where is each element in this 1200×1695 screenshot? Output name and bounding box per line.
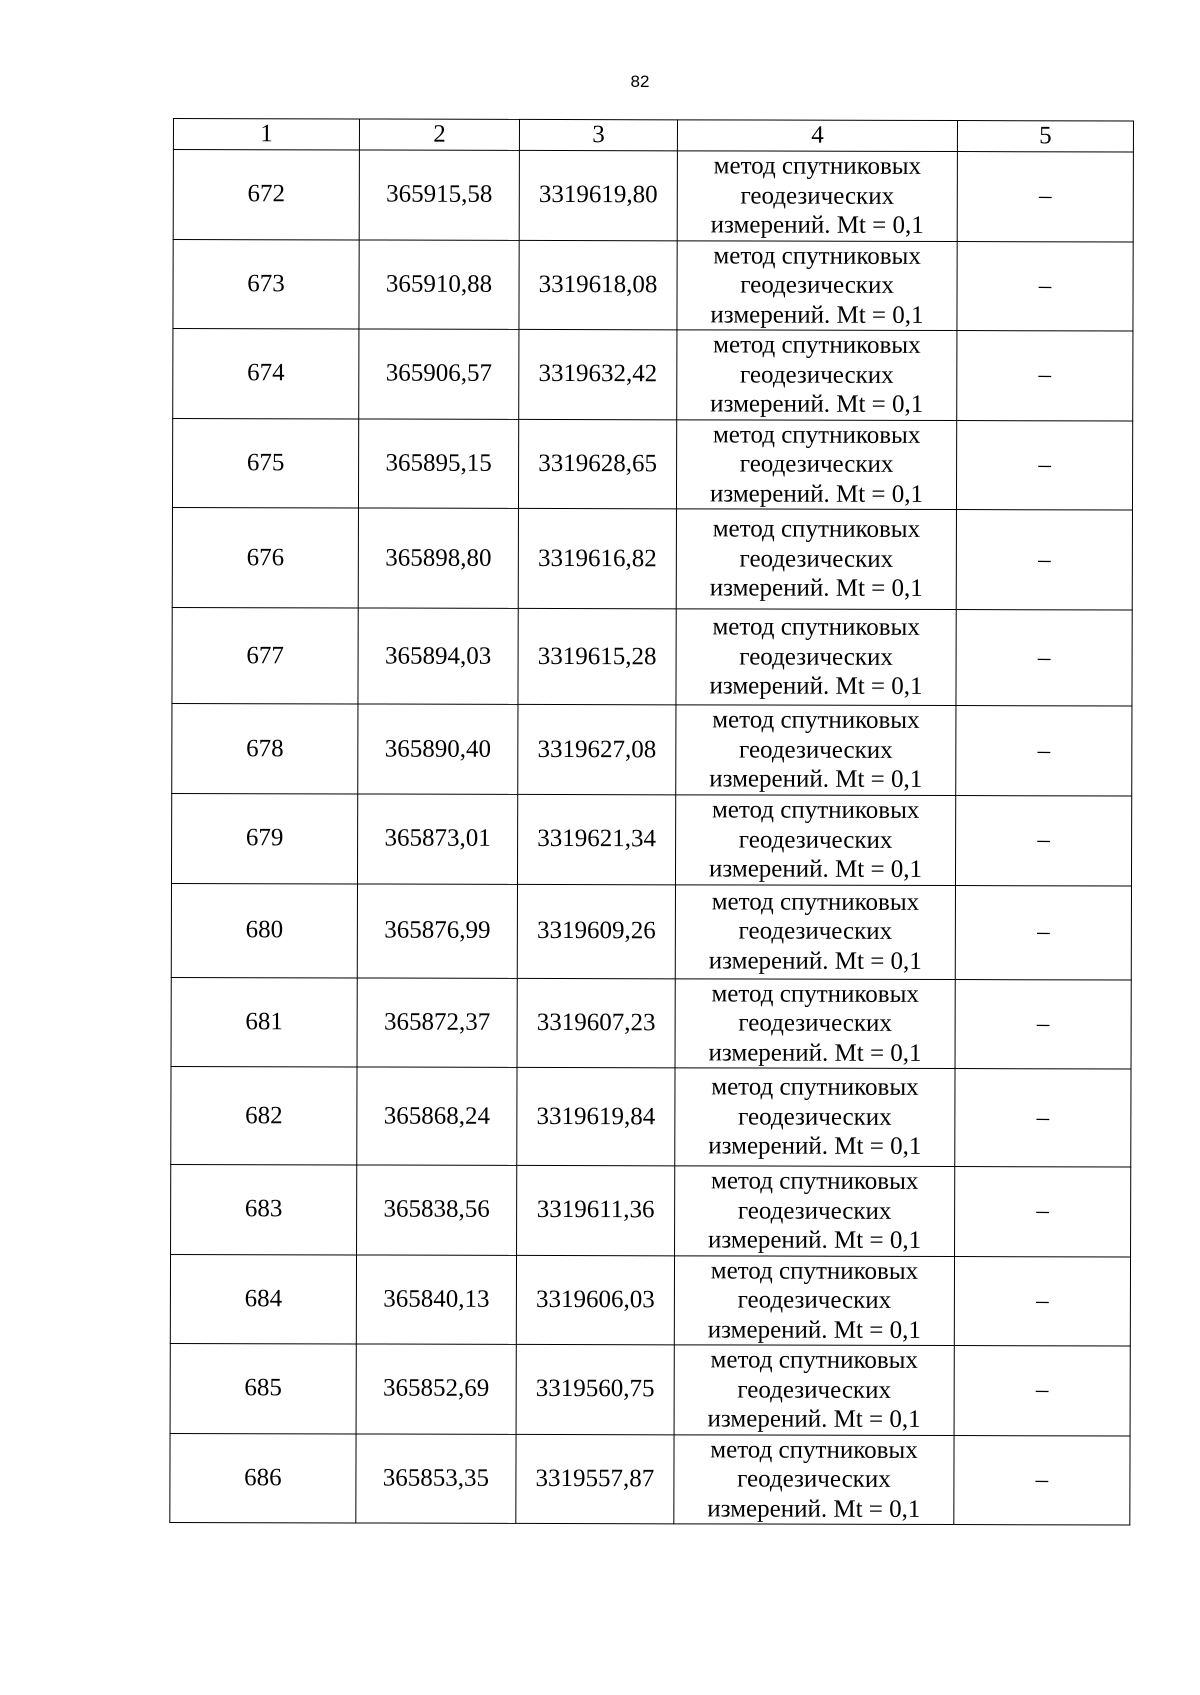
method-line: геодезических — [739, 545, 894, 573]
method-cell — [677, 330, 957, 420]
y-coordinate-cell: 3319607,23 — [517, 978, 675, 1068]
x-coordinate-cell: 365894,03 — [358, 608, 518, 704]
table-row — [173, 239, 1133, 331]
y-coordinate-cell: 3319618,08 — [519, 240, 677, 330]
method-cell — [676, 609, 956, 706]
point-number-cell: 685 — [170, 1343, 356, 1433]
note-cell: – — [957, 241, 1133, 331]
method-line: измерений. Mt = 0,1 — [709, 765, 923, 794]
note-cell: – — [954, 1256, 1130, 1346]
method-line: геодезических — [739, 736, 893, 764]
note-cell: – — [956, 706, 1132, 796]
point-number-cell: 681 — [171, 977, 357, 1067]
point-number-cell: 684 — [170, 1254, 356, 1344]
method-cell — [675, 884, 955, 979]
note-cell: – — [954, 1346, 1130, 1436]
y-coordinate-cell: 3319627,08 — [518, 704, 676, 794]
table-row — [173, 150, 1133, 242]
x-coordinate-cell: 365910,88 — [359, 239, 519, 329]
note-cell: – — [956, 610, 1132, 706]
column-header-3: 3 — [519, 119, 677, 150]
table-row — [170, 1254, 1130, 1346]
y-coordinate-cell: 3319606,03 — [516, 1255, 674, 1345]
point-number-cell: 677 — [172, 607, 358, 703]
method-line: геодезических — [737, 1375, 892, 1404]
method-cell — [676, 705, 956, 796]
y-coordinate-cell: 3319619,84 — [517, 1067, 675, 1165]
table-row — [170, 1343, 1130, 1435]
method-line: измерений. Mt = 0,1 — [709, 479, 924, 508]
method-line: метод спутниковых — [713, 241, 921, 270]
y-coordinate-cell: 3319560,75 — [516, 1344, 674, 1434]
method-line: измерений. Mt = 0,1 — [708, 1132, 922, 1161]
method-cell — [676, 509, 956, 610]
method-line: геодезических — [738, 825, 893, 854]
method-line: метод спутниковых — [713, 331, 921, 359]
method-cell — [675, 1166, 955, 1256]
point-number-cell: 682 — [171, 1066, 357, 1164]
table-row — [171, 977, 1131, 1069]
method-line: измерений. Mt = 0,1 — [707, 1315, 921, 1344]
method-line: геодезических — [738, 1103, 892, 1131]
note-cell: – — [957, 331, 1133, 421]
method-line: метод спутниковых — [712, 420, 921, 449]
column-header-4: 4 — [677, 120, 957, 152]
method-line: метод спутниковых — [711, 796, 920, 824]
method-line: метод спутниковых — [710, 1346, 918, 1374]
method-line: измерений. Mt = 0,1 — [708, 1038, 922, 1067]
x-coordinate-cell: 365868,24 — [357, 1067, 517, 1165]
y-coordinate-cell: 3319557,87 — [516, 1434, 674, 1524]
note-cell: – — [957, 152, 1133, 242]
table-row — [170, 1433, 1130, 1525]
table-row — [171, 1066, 1131, 1167]
table-body — [170, 150, 1134, 1526]
method-cell — [677, 151, 957, 241]
y-coordinate-cell: 3319632,42 — [519, 329, 677, 419]
table-row — [171, 793, 1131, 885]
method-line: измерений. Mt = 0,1 — [710, 300, 924, 329]
note-cell: – — [955, 979, 1131, 1069]
method-line: метод спутниковых — [712, 515, 921, 544]
note-cell: – — [955, 796, 1131, 886]
table-header-row — [173, 119, 1133, 153]
y-coordinate-cell: 3319616,82 — [518, 508, 676, 608]
note-cell: – — [955, 1069, 1131, 1167]
method-line: измерений. Mt = 0,1 — [709, 672, 923, 701]
method-line: геодезических — [739, 450, 894, 478]
note-cell: – — [954, 1435, 1130, 1525]
y-coordinate-cell: 3319628,65 — [518, 419, 676, 509]
method-line: геодезических — [740, 271, 894, 299]
method-cell — [674, 1434, 954, 1524]
x-coordinate-cell: 365890,40 — [358, 704, 518, 794]
table-row — [172, 507, 1132, 610]
point-number-cell: 674 — [173, 329, 359, 419]
method-line: измерений. Mt = 0,1 — [707, 1494, 921, 1523]
method-line: измерений. Mt = 0,1 — [707, 1226, 922, 1254]
method-cell — [675, 1068, 955, 1167]
y-coordinate-cell: 3319611,36 — [517, 1165, 675, 1255]
method-line: геодезических — [740, 181, 895, 210]
method-line: метод спутниковых — [713, 152, 922, 180]
x-coordinate-cell: 365876,99 — [357, 883, 517, 977]
method-line: геодезических — [738, 917, 893, 946]
method-cell — [675, 978, 955, 1068]
point-number-cell: 686 — [170, 1433, 356, 1523]
method-line: геодезических — [737, 1465, 891, 1493]
method-line: геодезических — [739, 360, 894, 389]
x-coordinate-cell: 365873,01 — [357, 794, 517, 884]
table-row — [171, 883, 1131, 980]
table-row — [173, 329, 1133, 421]
method-line: измерений. Mt = 0,1 — [710, 390, 924, 418]
x-coordinate-cell: 365840,13 — [356, 1254, 516, 1344]
method-line: метод спутниковых — [711, 979, 919, 1008]
method-line: измерений. Mt = 0,1 — [708, 855, 923, 883]
method-line: метод спутниковых — [711, 1073, 919, 1102]
method-line: метод спутниковых — [710, 1167, 919, 1195]
method-line: геодезических — [737, 1286, 892, 1314]
note-cell: – — [956, 510, 1132, 610]
x-coordinate-cell: 365898,80 — [358, 508, 518, 608]
y-coordinate-cell: 3319619,80 — [519, 150, 677, 240]
point-number-cell: 672 — [173, 150, 359, 240]
method-line: измерений. Mt = 0,1 — [708, 947, 922, 975]
table-row — [172, 418, 1132, 510]
column-header-1: 1 — [173, 119, 359, 150]
method-line: измерений. Mt = 0,1 — [709, 574, 923, 603]
point-number-cell: 680 — [171, 883, 357, 977]
method-cell — [677, 240, 957, 330]
point-number-cell: 678 — [172, 703, 358, 793]
note-cell: – — [955, 1167, 1131, 1257]
method-line: геодезических — [738, 1009, 892, 1037]
table-row — [172, 703, 1132, 796]
coordinates-table-container — [169, 118, 1133, 1526]
coordinates-table — [169, 118, 1134, 1526]
point-number-cell: 679 — [171, 793, 357, 883]
y-coordinate-cell: 3319609,26 — [517, 884, 675, 978]
method-line: геодезических — [739, 643, 893, 671]
x-coordinate-cell: 365853,35 — [356, 1433, 516, 1523]
method-line: метод спутниковых — [710, 1435, 918, 1464]
x-coordinate-cell: 365915,58 — [359, 150, 519, 240]
y-coordinate-cell: 3319615,28 — [518, 608, 676, 704]
x-coordinate-cell: 365852,69 — [356, 1344, 516, 1434]
method-cell — [675, 795, 955, 885]
y-coordinate-cell: 3319621,34 — [517, 794, 675, 884]
table-row — [171, 1164, 1131, 1256]
point-number-cell: 673 — [173, 239, 359, 329]
point-number-cell: 676 — [172, 507, 358, 607]
table-row — [172, 607, 1132, 706]
method-cell — [676, 419, 956, 509]
page-number: 82 — [630, 72, 650, 91]
method-line: метод спутниковых — [712, 706, 920, 735]
note-cell: – — [955, 885, 1131, 979]
method-line: измерений. Mt = 0,1 — [707, 1405, 921, 1433]
method-line: геодезических — [737, 1196, 892, 1225]
column-header-2: 2 — [359, 119, 519, 150]
note-cell: – — [956, 420, 1132, 510]
method-cell — [674, 1345, 954, 1435]
point-number-cell: 683 — [171, 1164, 357, 1254]
x-coordinate-cell: 365872,37 — [357, 977, 517, 1067]
method-cell — [674, 1255, 954, 1345]
x-coordinate-cell: 365838,56 — [357, 1165, 517, 1255]
point-number-cell: 675 — [172, 418, 358, 508]
x-coordinate-cell: 365895,15 — [358, 418, 518, 508]
method-line: метод спутниковых — [712, 613, 920, 642]
method-line: измерений. Mt = 0,1 — [710, 211, 924, 239]
x-coordinate-cell: 365906,57 — [359, 329, 519, 419]
column-header-5: 5 — [957, 121, 1133, 152]
method-line: метод спутниковых — [711, 888, 920, 916]
method-line: метод спутниковых — [710, 1256, 919, 1285]
